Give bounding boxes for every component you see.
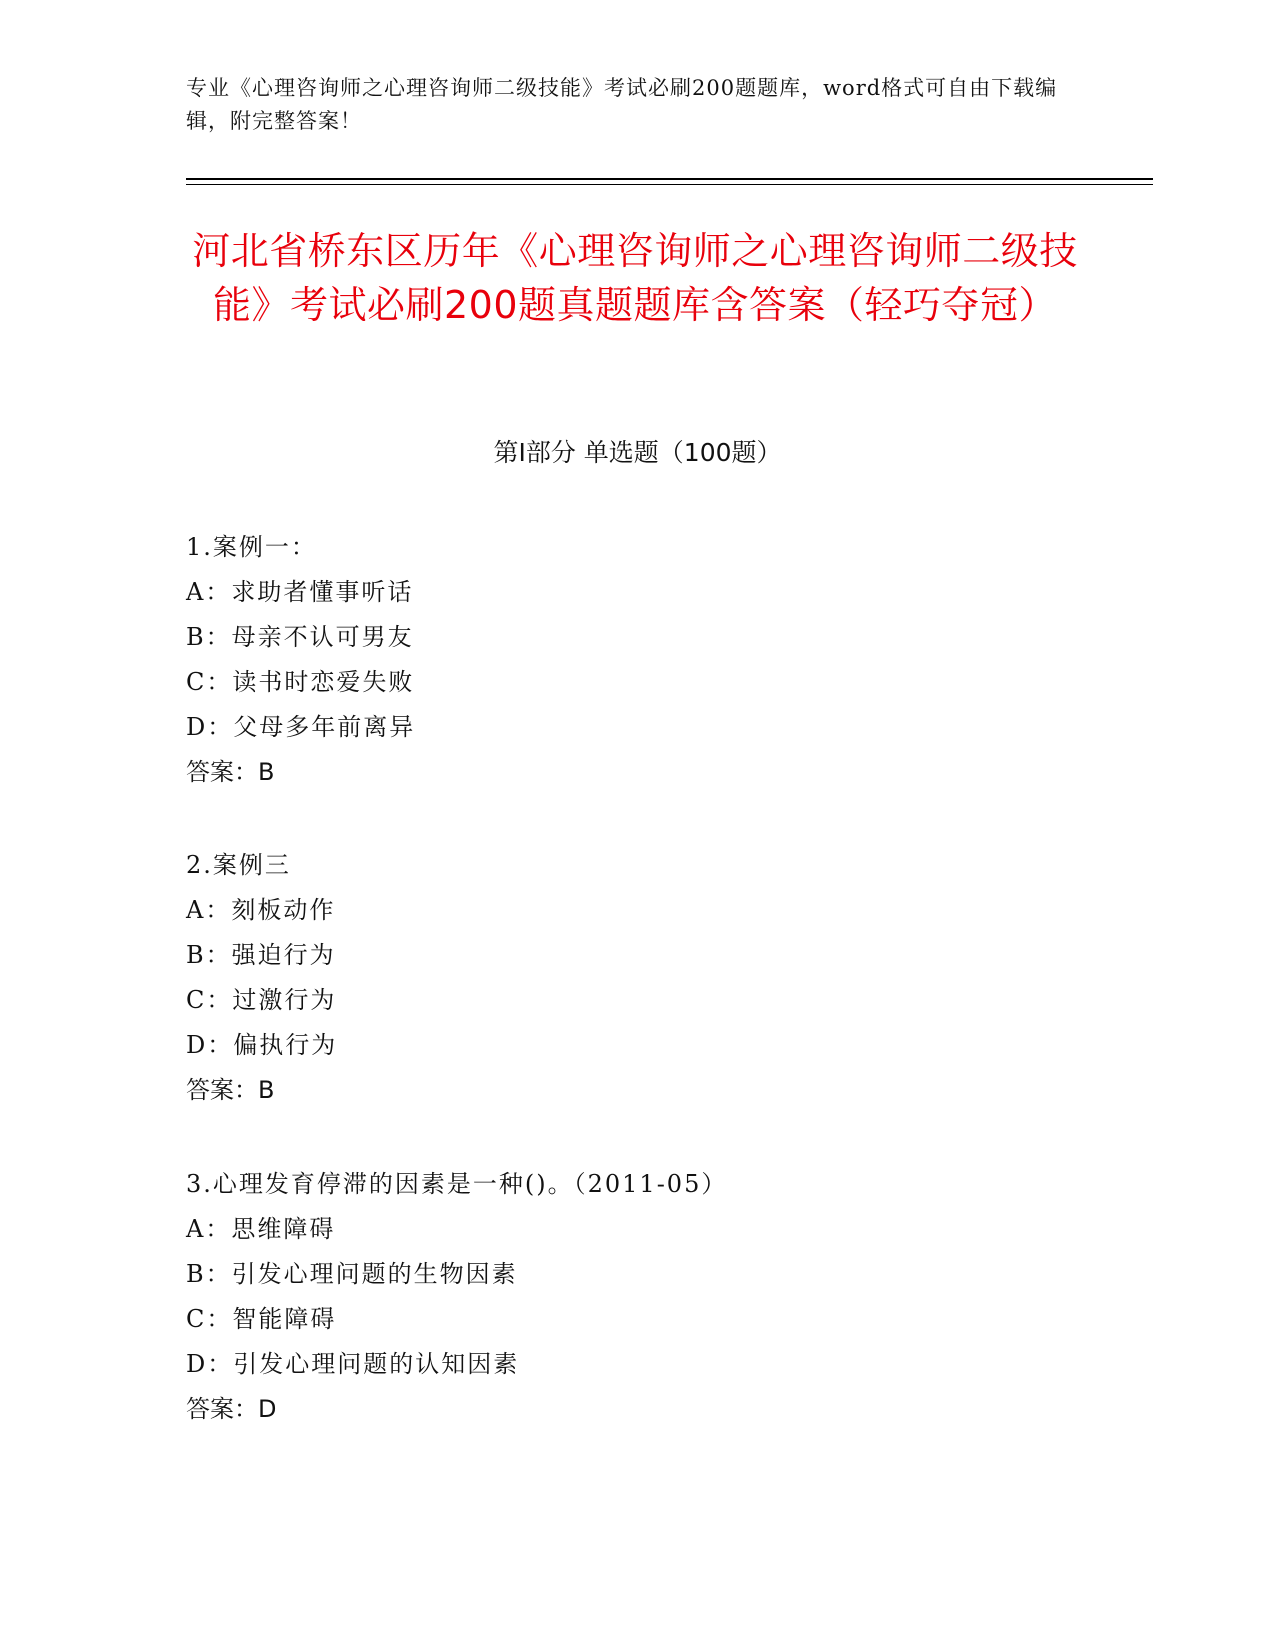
answer-line: 答案：B: [186, 758, 275, 786]
option-c: C：智能障碍: [186, 1305, 337, 1333]
header-note: 专业《心理咨询师之心理咨询师二级技能》考试必刷200题题库，word格式可自由下载编辑，附完整答案！: [186, 76, 1058, 133]
question-stem: 1.案例一：: [186, 533, 317, 561]
option-a: A：思维障碍: [186, 1215, 336, 1243]
question-block: [186, 525, 1086, 795]
header-divider-thick: [186, 178, 1153, 180]
option-b: B：引发心理问题的生物因素: [186, 1260, 518, 1288]
answer-line: 答案：B: [186, 1076, 275, 1104]
option-c: C：读书时恋爱失败: [186, 668, 415, 696]
question-block: [186, 843, 1086, 1113]
document-title: 河北省桥东区历年《心理咨询师之心理咨询师二级技能》考试必刷200题真题题库含答案（轻巧夺冠）: [192, 229, 1078, 327]
option-d: D：父母多年前离异: [186, 713, 416, 741]
question-stem: 3.心理发育停滞的因素是一种()。（2011-05）: [186, 1170, 728, 1198]
option-b: B：母亲不认可男友: [186, 623, 414, 651]
option-a: A：求助者懂事听话: [186, 578, 414, 606]
option-d: D：引发心理问题的认知因素: [186, 1350, 520, 1378]
section-title: 第Ⅰ部分 单选题（100题）: [493, 438, 782, 467]
option-a: A：刻板动作: [186, 896, 336, 924]
question-stem: 2.案例三: [186, 851, 291, 879]
option-d: D：偏执行为: [186, 1031, 338, 1059]
header-divider-thin: [186, 184, 1153, 185]
answer-line: 答案：D: [186, 1395, 277, 1423]
question-block: [186, 1162, 1086, 1432]
option-b: B：强迫行为: [186, 941, 336, 969]
option-c: C：过激行为: [186, 986, 337, 1014]
